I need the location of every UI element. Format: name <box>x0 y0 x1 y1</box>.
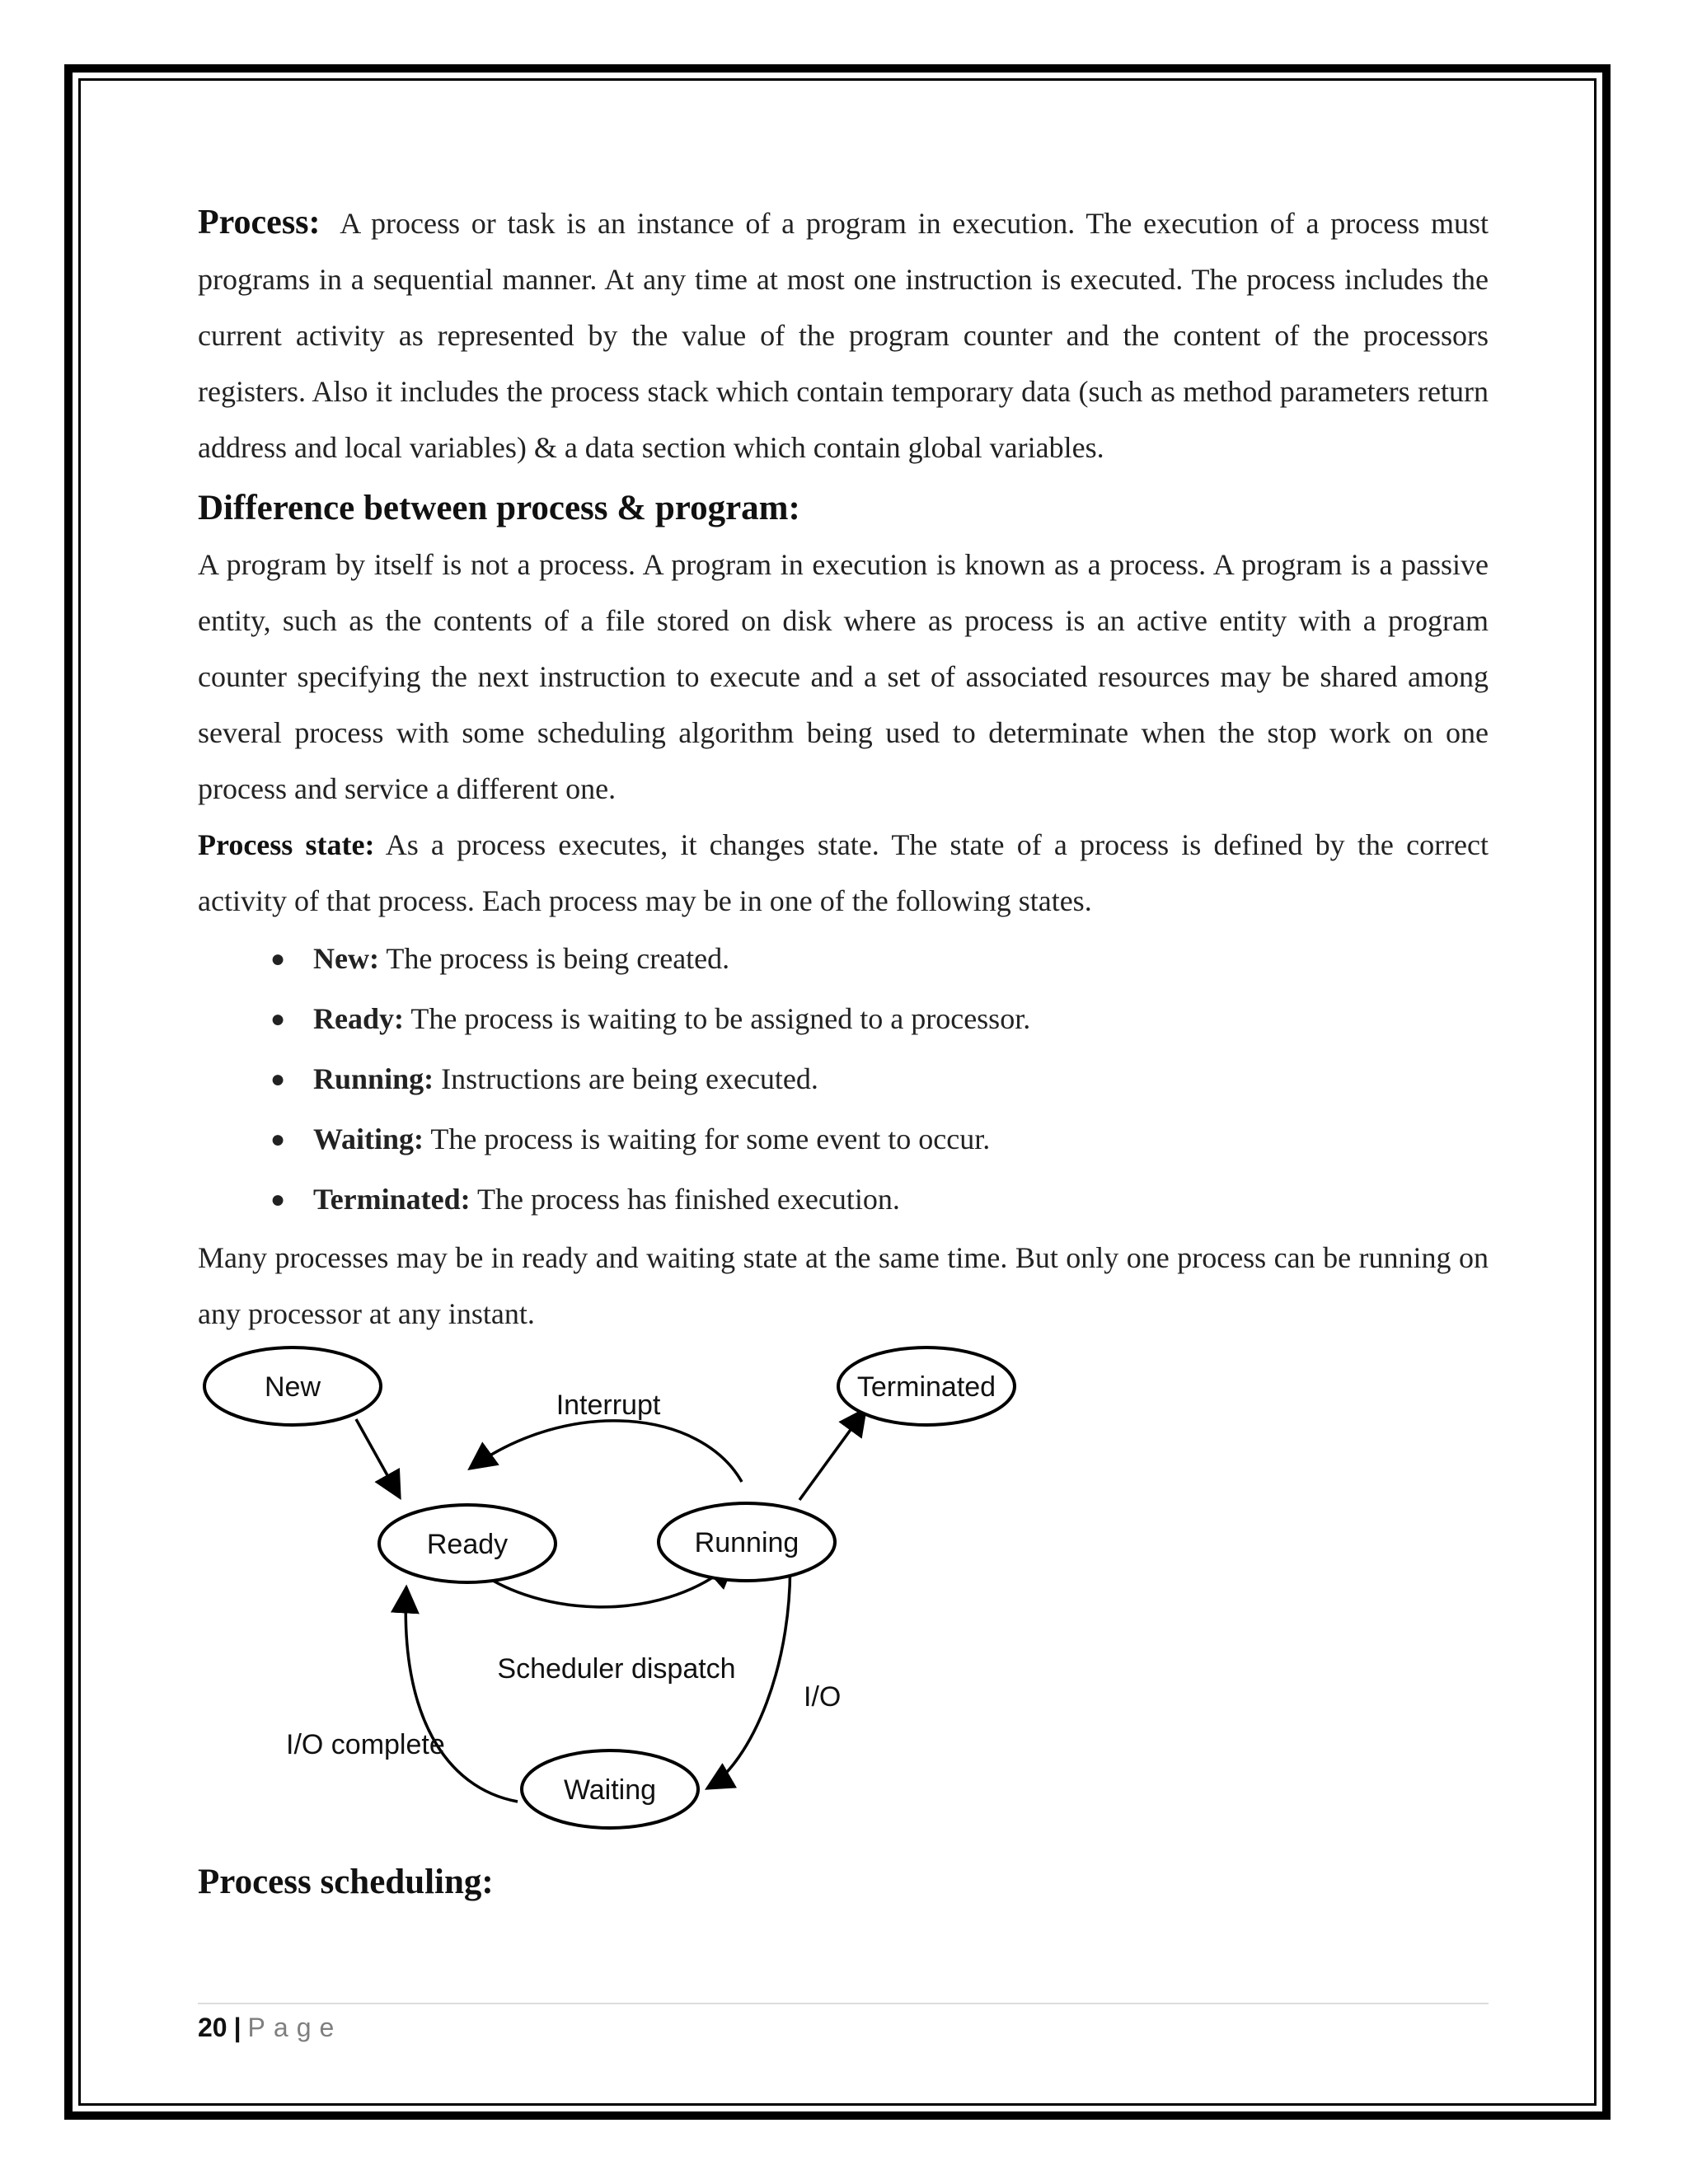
state-desc: The process is being created. <box>386 942 730 975</box>
state-list <box>198 929 1489 1230</box>
bullet-icon: ● <box>270 1005 286 1033</box>
process-heading: Process: <box>198 204 321 241</box>
page-separator: | <box>233 2013 241 2042</box>
state-waiting-label: Waiting <box>563 1774 657 1806</box>
closing-paragraph: Many processes may be in ready and waiting state at the same time. But only one process can be running on any processor at any instant. <box>198 1241 1489 1330</box>
edge-io-complete <box>406 1587 518 1802</box>
state-desc: The process is waiting for some event to occur. <box>430 1122 991 1155</box>
bullet-icon: ● <box>270 1186 286 1213</box>
process-state-text: As a process executes, it changes state. The state of a process is defined by the correct activity of that process. Each process may be in one of the following states. <box>198 828 1489 917</box>
list-item <box>270 1049 1489 1109</box>
list-item <box>270 929 1489 989</box>
state-term: Ready: <box>313 1002 404 1035</box>
state-desc: The process has finished execution. <box>477 1183 900 1216</box>
process-state-diagram <box>198 1343 1489 1854</box>
process-text: A process or task is an instance of a program in execution. The execution of a process must programs in a sequential manner. At any time at most one instruction is executed. The process includes the current activity as represented by the value of the program counter and the content of the processors registers. Also it includes the process stack which contain temporary data (such as method parameters return address and local variables) & a data section which contain global variables. <box>198 207 1489 464</box>
edge-label-io-complete: I/O complete <box>286 1729 445 1760</box>
edge-label-interrupt: Interrupt <box>556 1390 661 1421</box>
edge-interrupt <box>470 1421 742 1482</box>
list-item <box>270 989 1489 1049</box>
edge-label-io: I/O <box>804 1681 842 1713</box>
difference-heading: Difference between process & program: <box>198 489 800 527</box>
page-label: Page <box>247 2013 343 2042</box>
page-number: 20 <box>198 2013 227 2042</box>
state-term: Running: <box>313 1062 434 1095</box>
state-term: Waiting: <box>313 1122 424 1155</box>
difference-paragraph: A program by itself is not a process. A program in execution is known as a process. A program is a passive entity, such as the contents of a file stored on disk where as process is an active entity with a program counter specifying the next instruction to execute and a set of associated resources may be shared among several process with some scheduling algorithm being used to determinate when the stop work on one process and service a different one. <box>198 548 1489 805</box>
state-terminated-label: Terminated <box>856 1371 996 1403</box>
state-new-label: New <box>264 1371 321 1403</box>
bullet-icon: ● <box>270 945 286 972</box>
process-state-paragraph <box>198 817 1489 929</box>
scheduling-heading: Process scheduling: <box>198 1863 494 1901</box>
bullet-icon: ● <box>270 1126 286 1153</box>
state-diagram-svg <box>198 1343 1489 1854</box>
page-indicator <box>198 2013 1489 2043</box>
state-running-label: Running <box>694 1527 799 1558</box>
bullet-icon: ● <box>270 1066 286 1093</box>
footer-divider <box>198 2003 1489 2004</box>
edge-label-scheduler-dispatch: Scheduler dispatch <box>497 1653 736 1685</box>
list-item <box>270 1169 1489 1230</box>
edge-running-to-terminated <box>799 1409 865 1500</box>
state-term: Terminated: <box>313 1183 471 1216</box>
list-item <box>270 1109 1489 1169</box>
page-content <box>198 194 1489 1910</box>
state-term: New: <box>313 942 379 975</box>
page-footer <box>198 2003 1489 2043</box>
state-desc: Instructions are being executed. <box>441 1062 818 1095</box>
state-desc: The process is waiting to be assigned to a processor. <box>410 1002 1031 1035</box>
edge-new-to-ready <box>356 1419 400 1497</box>
process-state-heading: Process state: <box>198 828 375 861</box>
state-ready-label: Ready <box>426 1529 509 1560</box>
process-paragraph <box>198 194 1489 476</box>
